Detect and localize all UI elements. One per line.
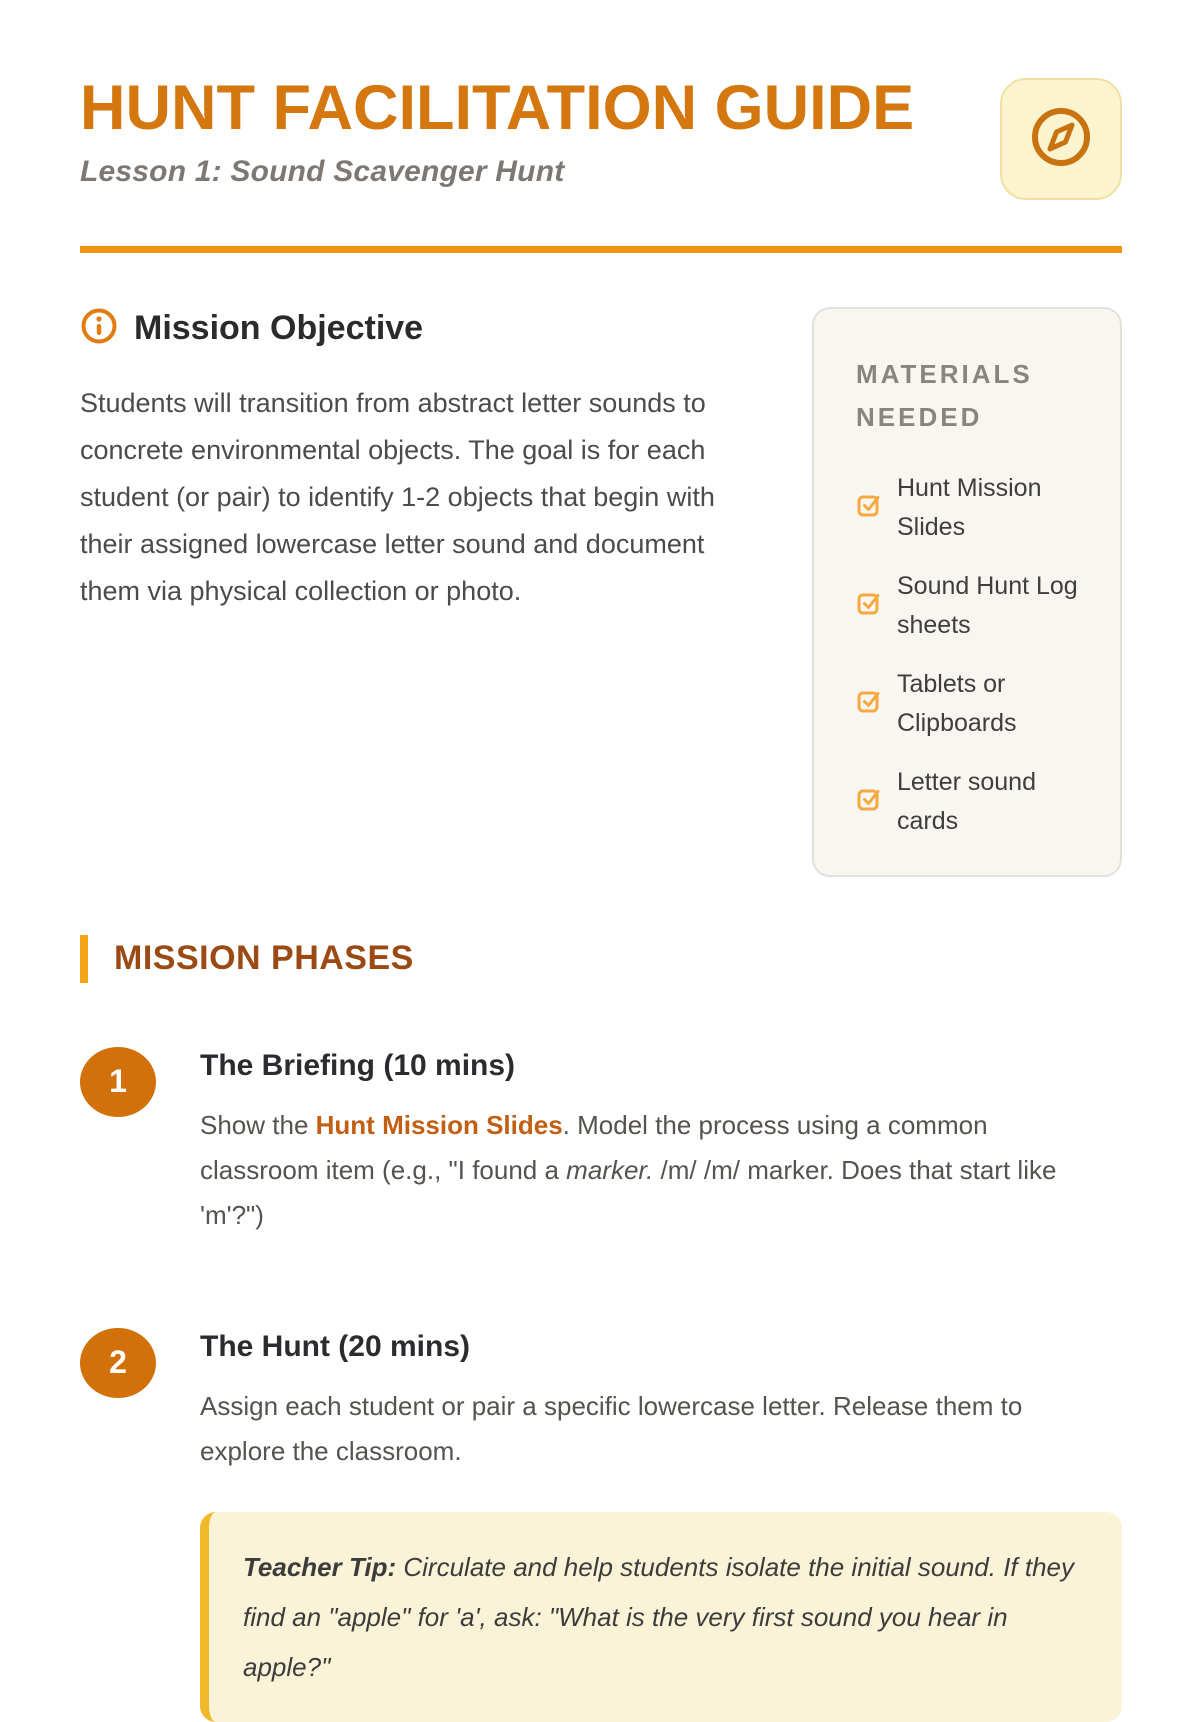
objective-body: Students will transition from abstract letter sounds to concrete environmental objects. The goal is for each student (or pair) to identify 1-2 objects that begin with their assigned lowercase letter sound and document them via physical collection or photo. — [80, 388, 715, 606]
list-item — [856, 763, 1086, 841]
list-item — [856, 567, 1086, 645]
content-columns — [80, 307, 1122, 877]
page-subtitle: Lesson 1: Sound Scavenger Hunt — [80, 155, 565, 189]
checkbox-icon — [856, 688, 882, 719]
teacher-tip-callout — [200, 1512, 1122, 1722]
objective-section — [80, 307, 812, 877]
page-title: HUNT FACILITATION GUIDE — [80, 73, 915, 143]
phase-1-title: The Briefing (10 mins) — [200, 1048, 516, 1082]
header — [80, 73, 1122, 200]
phase-number-badge: 2 — [80, 1328, 156, 1398]
materials-card — [812, 307, 1122, 877]
phase-1-body-prefix: Show the — [200, 1109, 316, 1140]
materials-list — [856, 469, 1086, 841]
checkbox-icon — [856, 492, 882, 523]
phase-2 — [80, 1322, 1122, 1722]
materials-column — [812, 307, 1122, 877]
objective-heading-row — [80, 307, 748, 350]
phase-1-body-suffix: /m/ /m/ marker. Does that start like 'm'?") — [200, 1154, 1057, 1230]
phases-section-heading-row — [80, 935, 1122, 983]
compass-icon — [1028, 104, 1094, 175]
material-label: Letter sound cards — [897, 767, 1036, 835]
header-titles — [80, 73, 915, 189]
phase-1-content — [200, 1041, 1122, 1264]
checkbox-icon — [856, 590, 882, 621]
info-icon — [80, 307, 118, 350]
list-item — [856, 469, 1086, 547]
header-badge — [1000, 78, 1122, 200]
list-item — [856, 665, 1086, 743]
teacher-tip-label: Teacher Tip: — [243, 1551, 397, 1582]
teacher-tip-body: Circulate and help students isolate the initial sound. If they find an "apple" for 'a', ask: "What is the very first sound you hear in apple?" — [243, 1551, 1075, 1682]
material-label: Hunt Mission Slides — [897, 473, 1042, 541]
phase-1-body — [200, 1103, 1122, 1238]
phase-1-body-mid: . Model the process using a common classroom item (e.g., "I found a — [200, 1109, 988, 1185]
phase-1-body-emphasis: Hunt Mission Slides — [315, 1109, 563, 1140]
header-divider — [80, 246, 1122, 253]
section-accent-bar — [80, 935, 88, 983]
materials-heading: MATERIALS NEEDED — [856, 359, 1033, 432]
phase-number-badge: 1 — [80, 1047, 156, 1117]
phase-2-content — [200, 1322, 1122, 1722]
phase-1-body-italic: marker. — [566, 1154, 654, 1185]
material-label: Tablets or Clipboards — [897, 669, 1017, 737]
phase-2-title: The Hunt (20 mins) — [200, 1329, 471, 1363]
checkbox-icon — [856, 786, 882, 817]
phase-2-body: Assign each student or pair a specific lowercase letter. Release them to explore the classroom. — [200, 1390, 1023, 1466]
objective-heading: Mission Objective — [134, 309, 424, 347]
material-label: Sound Hunt Log sheets — [897, 571, 1078, 639]
phases-section-heading: MISSION PHASES — [114, 939, 414, 978]
phase-1 — [80, 1041, 1122, 1264]
